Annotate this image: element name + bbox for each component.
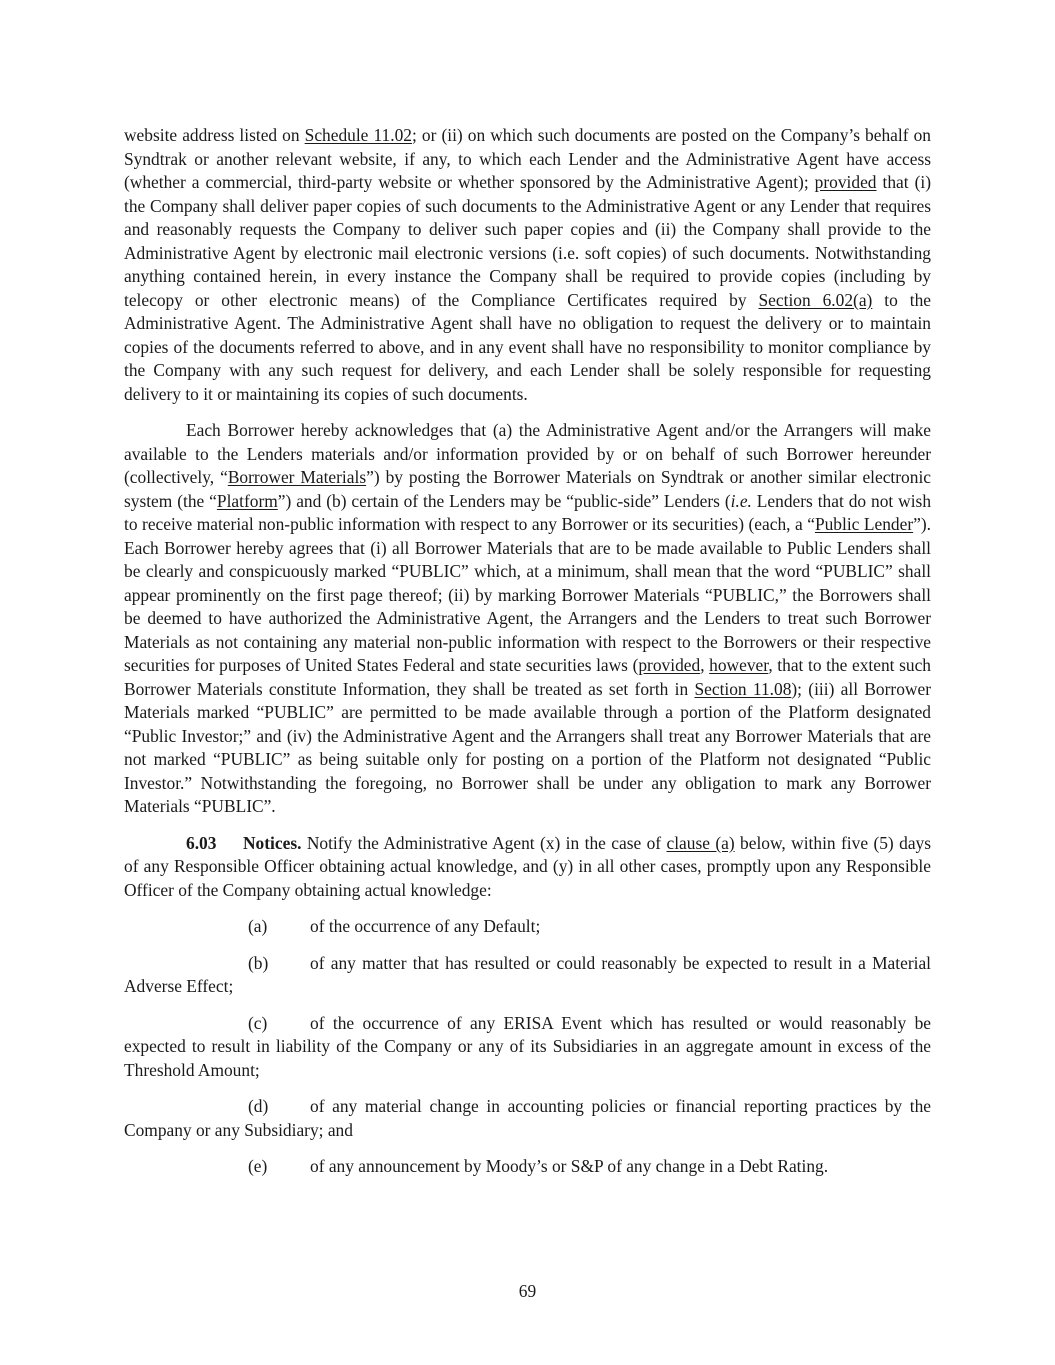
provided-term: provided [814,172,877,192]
defined-term-public-lender: Public Lender [814,514,914,534]
item-label: (d) [248,1096,269,1116]
section-reference: Section 6.02(a) [758,289,873,310]
text-run: below, within five (5) days of any Responsible Officer obtaining actual knowledge, and (y) in all other cases, promptly upon any Responsible Officer of the Company obtaining actual knowledge: [124,832,932,900]
schedule-reference: Schedule 11.02 [304,125,412,145]
item-text: of the occurrence of any Default; [310,916,541,936]
text-run: ”). Each Borrower hereby agrees that (i) all Borrower Materials that are to be made available to Public Lenders shall be clearly and conspicuously marked “PUBLIC” which, at a minimum, shall mean that the word “PUBLIC” shall appear prominently on the first page thereof; (ii) by marking Borrower Materials “PUBLIC,” the Borrowers shall be deemed to have authorized the Administrative Agent, the Arrangers and the Lenders to treat such Borrower Materials as not containing any material non-public information with respect to the Borrowers or their respective securities for purposes of United States Federal and state securities laws ( [124,514,931,675]
list-item [124,1012,931,1083]
item-text: of any announcement by Moody’s or S&P of any change in a Debt Rating. [310,1156,829,1176]
list-item [124,952,931,999]
paragraph-borrower-materials [124,419,931,819]
item-text: of any matter that has resulted or could reasonably be expected to result in a Material Adverse Effect; [124,952,931,996]
document-body [124,124,931,1192]
defined-term-borrower-materials: Borrower Materials [227,467,367,487]
text-run: ”) by posting the Borrower Materials on Syndtrak or another similar electronic system (the “ [124,467,931,511]
section-number: 6.03 [186,832,217,853]
text-run: Each Borrower hereby acknowledges that (a) the Administrative Agent and/or the Arrangers will make available to the Lenders materials and/or information provided by or on behalf of such Borrower hereunder (collectively, “ [124,420,931,487]
provided-term: provided [638,655,701,675]
text-run: that (i) the Company shall deliver paper copies of such documents to the Administrative Agent or any Lender that requires and reasonably requests the Company to deliver such paper copies and (ii) the Company shall provide to the Administrative Agent by electronic mail electronic versions (i.e. soft copies) of such documents. Notwithstanding anything contained herein, in every instance the Company shall be required to provide copies (including by telecopy or other electronic means) of the Compliance Certificates required by [124,172,931,310]
paragraph-electronic-delivery [124,124,931,406]
page-number: 69 [518,1281,537,1301]
text-run: Notify the Administrative Agent (x) in the case of [301,832,667,853]
text-run: to the Administrative Agent. The Administrative Agent shall have no obligation to request the delivery or to maintain copies of the documents referred to above, and in any event shall have no responsibility to monitor compliance by the Company with any such request for delivery, and each Lender shall be solely responsible for requesting delivery to it or maintaining its copies of such documents. [124,289,931,404]
item-label: (c) [248,1012,268,1033]
section-6-03-notices [124,832,931,903]
text-run: , [700,655,710,675]
text-run: ; or (ii) on which such documents are posted on the Company’s behalf on Syndtrak or another relevant website, if any, to which each Lender and the Administrative Agent have access (whether a commercial, third-party website or whether sponsored by the Administrative Agent); [124,125,931,192]
item-label: (e) [248,1156,268,1176]
however-term: however [709,655,769,675]
defined-term-platform: Platform [216,490,278,511]
text-run: ”) and (b) certain of the Lenders may be “public-side” Lenders ( [277,490,731,511]
text-run: Lenders that do not wish to receive material non-public information with respect to any Borrower or its securities) (each, a “ [124,490,932,534]
text-run: ); (iii) all Borrower Materials marked “PUBLIC” are permitted to be made available through a portion of the Platform designated “Public Investor;” and (iv) the Administrative Agent and the Arrangers shall treat any Borrower Materials that are not marked “PUBLIC” as being suitable only for posting on a portion of the Platform not designated “Public Investor.” Notwithstanding the foregoing, no Borrower shall be under any obligation to mark any Borrower Materials “PUBLIC”. [124,678,931,816]
section-reference: Section 11.08 [694,678,792,699]
text-run: , that to the extent such Borrower Materials constitute Information, they shall be treated as set forth in [124,655,931,699]
item-text: of the occurrence of any ERISA Event which has resulted or would reasonably be expected to result in liability of the Company or any of its Subsidiaries in an aggregate amount in excess of the Threshold Amount; [124,1012,931,1080]
item-text: of any material change in accounting policies or financial reporting practices by the Company or any Subsidiary; and [124,1096,931,1140]
clause-reference: clause (a) [666,832,735,853]
list-item [124,1095,931,1142]
text-run: website address listed on [124,125,305,145]
list-item [124,1155,931,1179]
item-label: (a) [248,916,268,936]
list-item [124,915,931,939]
italic-ie: i.e. [730,490,752,511]
item-label: (b) [248,952,269,973]
section-title: Notices. [243,832,302,853]
